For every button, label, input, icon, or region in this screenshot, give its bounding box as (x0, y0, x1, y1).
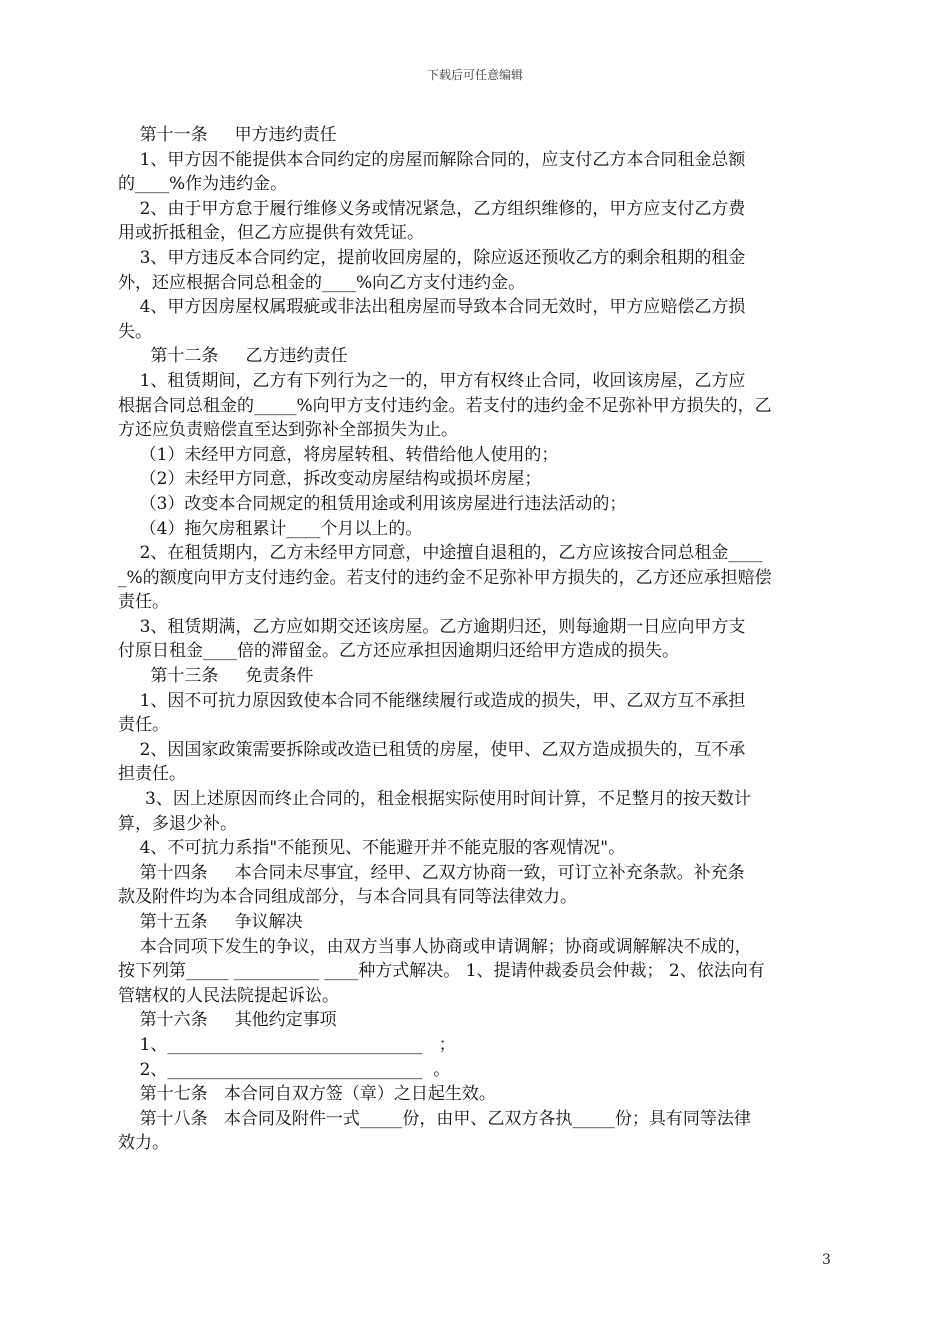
document-line: （4）拖欠房租累计____个月以上的。 (118, 518, 423, 539)
document-line: _%的额度向甲方支付违约金。若支付的违约金不足弥补甲方损失的，乙方还应承担赔偿 (118, 567, 772, 588)
document-line: 算，多退少补。 (118, 813, 237, 834)
document-line: 款及附件均为本合同组成部分，与本合同具有同等法律效力。 (118, 887, 577, 908)
document-line: 担责任。 (118, 764, 186, 785)
document-line: 失。 (118, 321, 152, 342)
document-line: 的____%作为违约金。 (118, 174, 288, 195)
header-note: 下载后可任意编辑 (426, 68, 523, 82)
document-line: 第十五条 争议解决 (118, 912, 303, 932)
document-body (118, 123, 838, 1156)
document-line: （1）未经甲方同意，将房屋转租、转借给他人使用的； (118, 444, 559, 465)
document-line: （2）未经甲方同意，拆改变动房屋结构或损坏房屋； (118, 469, 542, 490)
document-line: 管辖权的人民法院提起诉讼。 (118, 985, 339, 1006)
document-line: 第十一条 甲方违约责任 (118, 125, 337, 145)
document-line: 按下列第_____ __________ ____种方式解决。 1、提请仲裁委员会仲裁； 2、依法向有 (118, 961, 765, 982)
document-line: 3、甲方违反本合同约定，提前收回房屋的，除应返还预收乙方的剩余租期的租金 (118, 247, 746, 268)
document-line: 第十六条 其他约定事项 (118, 1010, 337, 1031)
document-line: 第十二条 乙方违约责任 (118, 346, 348, 367)
document-line: 付原日租金____倍的滞留金。乙方还应承担因逾期归还给甲方造成的损失。 (118, 641, 679, 662)
document-line: 2、由于甲方怠于履行维修义务或情况紧急，乙方组织维修的，甲方应支付乙方费 (118, 198, 746, 219)
document-line: 效力。 (118, 1133, 169, 1154)
document-line: 根据合同总租金的_____%向甲方支付违约金。若支付的违约金不足弥补甲方损失的，乙 (118, 395, 772, 416)
document-line: 3、租赁期满，乙方应如期交还该房屋。乙方逾期归还，则每逾期一日应向甲方支 (118, 616, 746, 637)
document-line: 4、不可抗力系指"不能预见、不能避开并不能克服的客观情况"。 (118, 838, 626, 859)
document-line: 2、______________________________ 。 (118, 1059, 451, 1080)
document-line: 本合同项下发生的争议，由双方当事人协商或申请调解；协商或调解解决不成的， (118, 936, 752, 957)
document-line: 责任。 (118, 715, 169, 736)
document-line: 4、甲方因房屋权属瑕疵或非法出租房屋而导致本合同无效时，甲方应赔偿乙方损 (118, 297, 746, 318)
document-line: 2、在租赁期内，乙方未经甲方同意，中途擅自退租的，乙方应该按合同总租金____ (118, 543, 763, 564)
document-line: （3）改变本合同规定的租赁用途或利用该房屋进行违法活动的； (118, 493, 627, 514)
document-line: 第十七条 本合同自双方签（章）之日起生效。 (118, 1084, 496, 1105)
document-line: 用或折抵租金，但乙方应提供有效凭证。 (118, 223, 424, 244)
page-number: 3 (822, 1252, 831, 1268)
document-line: 1、因不可抗力原因致使本合同不能继续履行或造成的损失，甲、乙双方互不承担 (118, 690, 746, 711)
document-line: 1、租赁期间，乙方有下列行为之一的，甲方有权终止合同，收回该房屋，乙方应 (118, 370, 746, 391)
document-line: 外，还应根据合同总租金的____%向乙方支付违约金。 (118, 272, 526, 293)
document-line: 第十八条 本合同及附件一式_____份，由甲、乙双方各执_____份；具有同等法律 (118, 1108, 751, 1129)
document-line: 第十四条 本合同未尽事宜，经甲、乙双方协商一致，可订立补充条款。补充条 (118, 862, 745, 883)
document-line: 2、因国家政策需要拆除或改造已租赁的房屋，使甲、乙双方造成损失的，互不承 (118, 739, 746, 760)
document-line: 责任。 (118, 592, 169, 613)
document-line: 第十三条 免责条件 (118, 666, 314, 687)
document-line: 1、______________________________ ； (118, 1034, 456, 1055)
document-line: 1、甲方因不能提供本合同约定的房屋而解除合同的，应支付乙方本合同租金总额 (118, 149, 746, 170)
document-line: 方还应负责赔偿直至达到弥补全部损失为止。 (118, 420, 458, 441)
document-line: 3、因上述原因而终止合同的，租金根据实际使用时间计算，不足整月的按天数计 (118, 789, 751, 810)
